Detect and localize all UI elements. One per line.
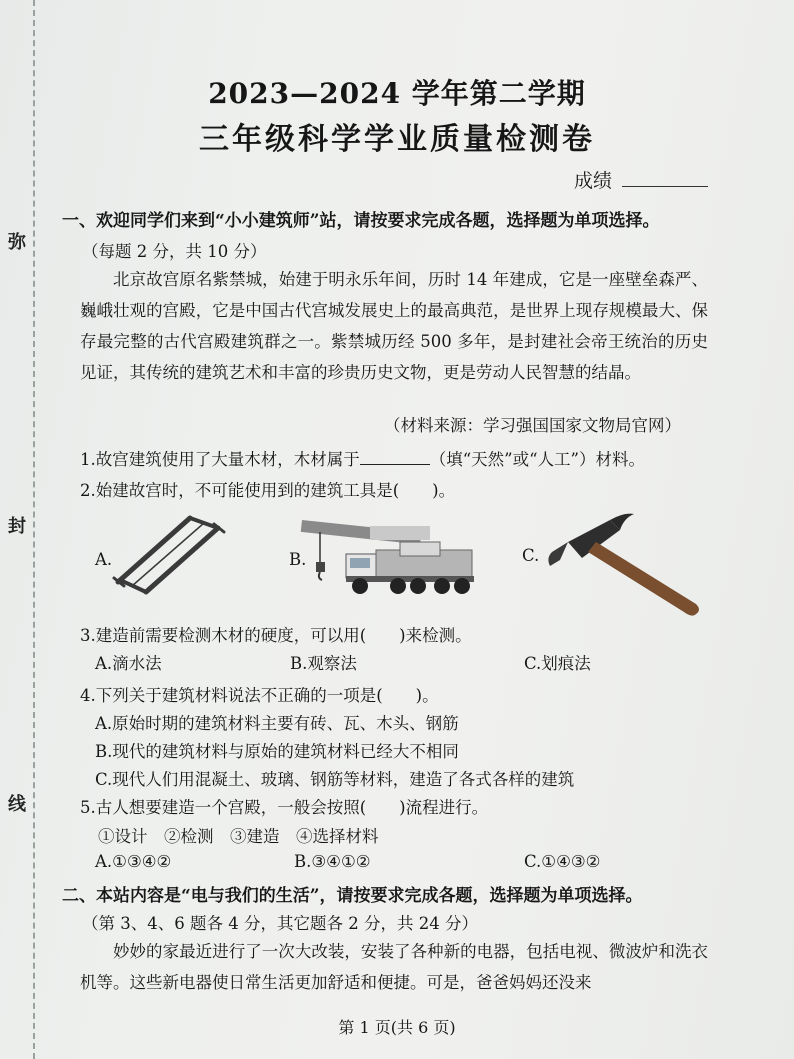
section1-heading: 一、欢迎同学们来到“小小建筑师”站，请按要求完成各题，选择题为单项选择。 <box>62 211 660 231</box>
question-1-hint: （填“天然”或“人工”）材料。 <box>429 450 645 469</box>
binding-dashed-line <box>33 0 35 1059</box>
answer-blank-q1[interactable] <box>360 450 430 465</box>
exam-title-line2: 三年级科学学业质量检测卷 <box>199 122 595 157</box>
exam-title-line1: 2023—2024 学年第二学期 <box>208 77 586 110</box>
q3-option-a[interactable]: A.滴水法 <box>95 654 162 673</box>
q5-option-a[interactable]: A.①③④② <box>95 852 172 871</box>
question-5: 5.古人想要建造一个宫殿，一般会按照( )流程进行。 <box>80 798 489 817</box>
q2-option-a-label[interactable]: A. <box>95 550 113 569</box>
binding-mark-mi: 弥 <box>8 232 26 253</box>
q5-option-b[interactable]: B.③④①② <box>294 852 371 871</box>
score-label: 成绩 <box>574 170 613 192</box>
question-4: 4.下列关于建筑材料说法不正确的一项是( )。 <box>80 686 439 705</box>
q3-option-b[interactable]: B.观察法 <box>290 654 357 673</box>
page-footer: 第 1 页(共 6 页) <box>338 1018 456 1037</box>
binding-mark-feng: 封 <box>8 516 26 537</box>
q4-option-a[interactable]: A.原始时期的建筑材料主要有砖、瓦、木头、钢筋 <box>95 714 459 733</box>
crane-truck-icon <box>300 514 480 600</box>
hammer-icon <box>538 508 708 618</box>
q2-option-c-label[interactable]: C. <box>522 546 540 565</box>
q5-steps: ①设计 ②检测 ③建造 ④选择材料 <box>98 827 379 846</box>
section1-points: （每题 2 分，共 10 分） <box>82 242 267 261</box>
section2-heading: 二、本站内容是“电与我们的生活”，请按要求完成各题，选择题为单项选择。 <box>62 886 643 906</box>
q4-option-c[interactable]: C.现代人们用混凝土、玻璃、钢筋等材料，建造了各式各样的建筑 <box>95 770 575 789</box>
question-1-text: 1.故宫建筑使用了大量木材，木材属于 <box>80 450 360 469</box>
binding-mark-xian: 线 <box>8 794 26 815</box>
section2-passage: 妙妙的家最近进行了一次大改装，安装了各种新的电器，包括电视、微波炉和洗衣机等。这些新电器使日常生活更加舒适和便捷。可是，爸爸妈妈还没来 <box>80 942 708 992</box>
section1-passage: 北京故宫原名紫禁城，始建于明永乐年间，历时 14 年建成，它是一座壁垒森严、巍峨壮观的宫殿，它是中国古代宫城发展史上的最高典范，是世界上现存规模最大、保存最完整的古代宫殿建筑群之一。紫禁城历经 500 多年，是封建社会帝王统治的历史见证，其传统的建筑艺术和丰富的珍贵历史文物，更是劳动人民智慧的结晶。 <box>80 270 708 382</box>
passage-source: （材料来源：学习强国国家文物局官网） <box>384 416 681 435</box>
question-2: 2.始建故宫时，不可能使用到的建筑工具是( )。 <box>80 481 456 500</box>
q2-option-b-label[interactable]: B. <box>289 550 307 569</box>
q4-option-b[interactable]: B.现代的建筑材料与原始的建筑材料已经大不相同 <box>95 742 459 761</box>
q3-option-c[interactable]: C.划痕法 <box>524 654 591 673</box>
question-3: 3.建造前需要检测木材的硬度，可以用( )来检测。 <box>80 626 472 645</box>
section2-points: （第 3、4、6 题各 4 分，其它题各 2 分，共 24 分） <box>82 914 478 933</box>
q5-option-c[interactable]: C.①④③② <box>524 852 601 871</box>
bow-saw-icon <box>110 508 230 598</box>
score-blank[interactable] <box>622 186 708 187</box>
question-1 <box>80 446 645 470</box>
